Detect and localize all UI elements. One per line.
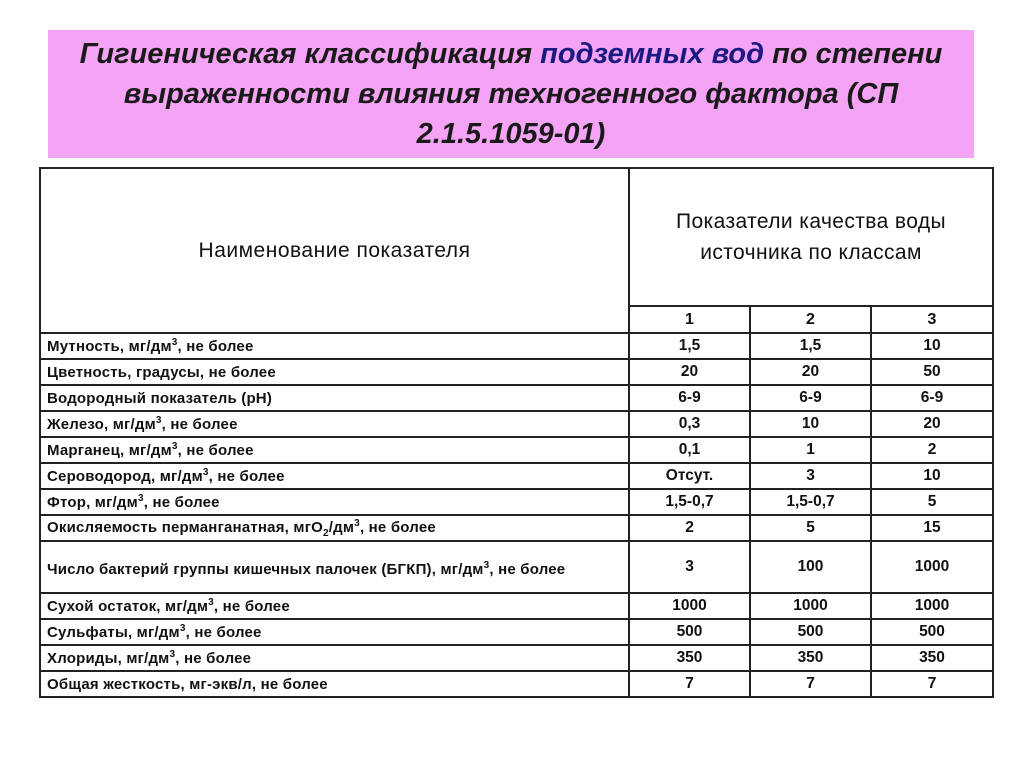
class-2-value: 3 <box>750 463 871 489</box>
class-3-value: 500 <box>871 619 993 645</box>
title-part-2: по степени выраженности влияния техногенного фактора (СП 2.1.5.1059-01) <box>123 38 943 150</box>
title-accent: подземных вод <box>540 38 765 70</box>
class-2-value: 1,5 <box>750 333 871 359</box>
indicator-name <box>40 593 629 619</box>
class-3-value: 10 <box>871 333 993 359</box>
class-1-value: 20 <box>629 359 750 385</box>
class-1-value: 1,5 <box>629 333 750 359</box>
indicator-name-sup: 3 <box>155 415 162 426</box>
indicator-name <box>40 437 629 463</box>
title-banner <box>48 30 974 158</box>
class-2-value: 100 <box>750 541 871 593</box>
indicator-name-pre: Железо, мг/дм <box>47 416 156 433</box>
indicator-name-pre: Сероводород, мг/дм <box>47 468 203 485</box>
table-row <box>40 489 993 515</box>
class-2-value: 500 <box>750 619 871 645</box>
indicator-name <box>40 645 629 671</box>
class-3-value: 2 <box>871 437 993 463</box>
indicator-name-post: , не более <box>213 598 290 615</box>
class-2-value: 7 <box>750 671 871 697</box>
classification-table <box>39 167 994 698</box>
class-1-value: 1,5-0,7 <box>629 489 750 515</box>
indicator-name-sup: 3 <box>137 493 144 504</box>
class-2-value: 1,5-0,7 <box>750 489 871 515</box>
class-1-value: 350 <box>629 645 750 671</box>
indicator-name <box>40 411 629 437</box>
table-row <box>40 515 993 541</box>
title-part-1: Гигиеническая классификация <box>79 38 541 70</box>
indicator-name-pre: Хлориды, мг/дм <box>47 650 170 667</box>
class-2-value: 10 <box>750 411 871 437</box>
table-row <box>40 359 993 385</box>
class-3-value: 6-9 <box>871 385 993 411</box>
indicator-name-pre: Число бактерий группы кишечных палочек (БГКП), мг/дм <box>47 560 484 578</box>
class-header-3: 3 <box>871 306 993 333</box>
class-1-value: 3 <box>629 541 750 593</box>
indicator-name <box>40 541 629 593</box>
indicator-name-post: , не более <box>175 650 252 667</box>
indicator-name <box>40 619 629 645</box>
class-3-value: 15 <box>871 515 993 541</box>
indicator-name-post: , не более <box>489 560 566 578</box>
column-header-name: Наименование показателя <box>40 168 629 333</box>
indicator-name-post: , не более <box>177 338 254 355</box>
indicator-name <box>40 359 629 385</box>
column-header-classes: Показатели качества воды источника по классам <box>629 168 993 306</box>
class-2-value: 6-9 <box>750 385 871 411</box>
table-row <box>40 541 993 593</box>
class-1-value: 7 <box>629 671 750 697</box>
table-row <box>40 437 993 463</box>
indicator-name-pre: Сухой остаток, мг/дм <box>47 598 209 615</box>
indicator-name-pre: Цветность, градусы, не более <box>47 363 276 381</box>
indicator-name-sup: 3 <box>169 649 176 660</box>
class-1-value: 0,1 <box>629 437 750 463</box>
indicator-name-post: , не более <box>177 442 254 459</box>
indicator-name <box>40 489 629 515</box>
indicator-name-sup: 3 <box>208 597 214 608</box>
table-row <box>40 333 993 359</box>
table-row <box>40 645 993 671</box>
class-3-value: 50 <box>871 359 993 385</box>
table-row <box>40 385 993 411</box>
class-3-value: 20 <box>871 411 993 437</box>
indicator-name <box>40 333 629 359</box>
indicator-name-post: , не более <box>185 624 262 641</box>
table-row <box>40 619 993 645</box>
indicator-name <box>40 385 629 411</box>
class-1-value: Отсут. <box>629 463 750 489</box>
table-row <box>40 593 993 619</box>
table-header-row <box>40 168 993 306</box>
class-1-value: 1000 <box>629 593 750 619</box>
class-3-value: 7 <box>871 671 993 697</box>
indicator-name-sup: 3 <box>179 623 186 634</box>
indicator-name-pre: Водородный показатель (pH) <box>47 389 273 407</box>
class-3-value: 350 <box>871 645 993 671</box>
indicator-name-pre: Общая жесткость, мг-экв/л, не более <box>47 675 328 693</box>
indicator-name-sup: 3 <box>354 517 360 529</box>
class-1-value: 6-9 <box>629 385 750 411</box>
class-3-value: 5 <box>871 489 993 515</box>
indicator-name-pre: Марганец, мг/дм <box>47 442 172 459</box>
indicator-name-sup: 3 <box>171 337 178 348</box>
class-1-value: 2 <box>629 515 750 541</box>
indicator-name-sup: 3 <box>171 441 178 452</box>
indicator-name <box>40 463 629 489</box>
class-1-value: 0,3 <box>629 411 750 437</box>
class-2-value: 350 <box>750 645 871 671</box>
page-title <box>48 34 974 154</box>
table-row <box>40 411 993 437</box>
indicator-name-post: , не более <box>359 518 436 536</box>
class-3-value: 1000 <box>871 593 993 619</box>
indicator-name-pre: Мутность, мг/дм <box>47 338 172 355</box>
indicator-name-pre: Окисляемость перманганатная, мгО <box>47 518 324 536</box>
class-2-value: 20 <box>750 359 871 385</box>
table-row <box>40 671 993 697</box>
indicator-name-post: , не более <box>161 416 238 433</box>
indicator-name-post: , не более <box>143 494 220 511</box>
indicator-name-mid: /дм <box>328 518 355 536</box>
indicator-name <box>40 671 629 697</box>
class-2-value: 1 <box>750 437 871 463</box>
class-3-value: 1000 <box>871 541 993 593</box>
class-header-1: 1 <box>629 306 750 333</box>
indicator-name-sup: 3 <box>202 467 209 478</box>
class-2-value: 5 <box>750 515 871 541</box>
class-header-2: 2 <box>750 306 871 333</box>
indicator-name-pre: Фтор, мг/дм <box>47 494 138 511</box>
indicator-name-post: , не более <box>208 468 285 485</box>
class-1-value: 500 <box>629 619 750 645</box>
indicator-name <box>40 515 629 541</box>
table-row <box>40 463 993 489</box>
class-2-value: 1000 <box>750 593 871 619</box>
indicator-name-sub: 2 <box>323 527 329 539</box>
indicator-name-sup: 3 <box>483 559 490 571</box>
class-3-value: 10 <box>871 463 993 489</box>
indicator-name-pre: Сульфаты, мг/дм <box>47 624 180 641</box>
